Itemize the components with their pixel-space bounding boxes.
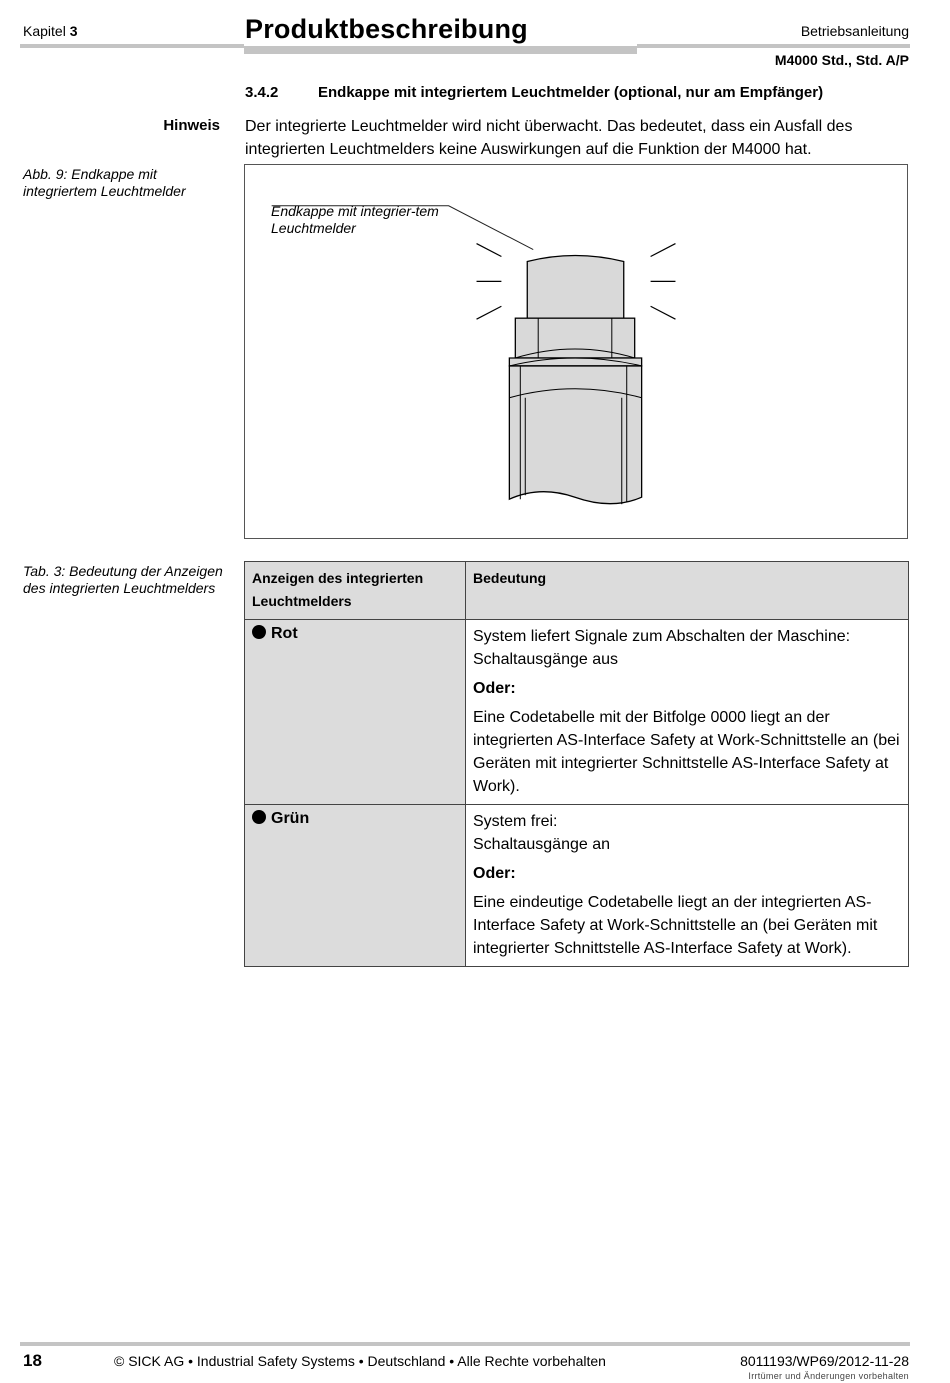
indicator-dome [527,256,623,319]
header-rule-left [20,44,244,48]
meaning-green-line2: Eine eindeutige Codetabelle liegt an der integrierten AS-Interface Safety at Work-Schnittstelle an (bei Geräten mit integrierter Schnittstelle AS-Interface Safety at Work). [473,894,878,957]
table-row [245,805,909,967]
header-rule-right [637,44,910,48]
section-title: Endkappe mit integriertem Leuchtmelder (optional, nur am Empfänger) [318,84,824,101]
page-title: Produktbeschreibung [245,14,528,44]
copyright-notice: © SICK AG • Industrial Safety Systems • Deutschland • Alle Rechte vorbehalten [114,1353,606,1369]
light-ray-right-top [651,244,676,257]
section-number: 3.4.2 [245,84,279,101]
chapter-label [23,23,78,39]
meaning-green-line1 [473,810,901,856]
figure-callout: Endkappe mit integrier-tem Leuchtmelder [271,203,439,236]
meaning-cell-red [466,620,909,805]
table-caption: Tab. 3: Bedeutung der Anzeigen des integrierten Leuchtmelders [23,563,223,596]
chapter-number: 3 [69,23,78,39]
light-ray-left-top [477,244,502,257]
page-number: 18 [23,1351,42,1370]
product-name: M4000 Std., Std. A/P [774,52,909,68]
doc-type: Betriebsanleitung [800,23,909,39]
figure-caption: Abb. 9: Endkappe mit integriertem Leuchtmelder [23,166,186,199]
light-ray-left-bottom [477,306,502,319]
document-id: 8011193/WP69/2012-11-28 [740,1353,909,1369]
meaning-red-line1: System liefert Signale zum Abschalten der Maschine: Schaltausgänge aus [473,628,851,668]
header-rule-title [244,46,637,54]
indicator-cell-green [245,805,466,967]
light-ray-right-bottom [651,306,676,319]
indicator-cell-red [245,620,466,805]
table-header-row [245,562,909,620]
footer-rule [20,1342,910,1346]
meaning-green-oder: Oder: [473,865,516,882]
cap-collar [515,318,634,358]
disclaimer: Irrtümer und Änderungen vorbehalten [748,1371,909,1381]
indicator-label-red: Rot [271,625,298,642]
meaning-green-line1b: Schaltausgänge an [473,836,610,853]
meaning-red-line2: Eine Codetabelle mit der Bitfolge 0000 liegt an der integrierten AS-Interface Safety at Work-Schnittstelle an (bei Geräten mit integrierter Schnittstelle AS-Interface Safety at Work). [473,709,900,795]
meaning-red-oder: Oder: [473,680,516,697]
filled-circle-icon [252,810,266,824]
indicator-label-green: Grün [271,810,310,827]
meaning-cell-green [466,805,909,967]
meaning-green-line1a: System frei: [473,813,558,830]
table-row [245,620,909,805]
filled-circle-icon [252,625,266,639]
indicator-meaning-table [244,561,909,967]
note-label: Hinweis [163,117,220,134]
column-header-meaning: Bedeutung [466,562,909,620]
column-header-indicator: Anzeigen des integrierten Leuchtmelders [245,562,466,620]
chapter-label-text: Kapitel [23,23,66,39]
note-text: Der integrierte Leuchtmelder wird nicht überwacht. Das bedeutet, dass ein Ausfall des integrierten Leuchtmelders keine Auswirkungen auf die Funktion der M4000 hat. [245,118,853,158]
